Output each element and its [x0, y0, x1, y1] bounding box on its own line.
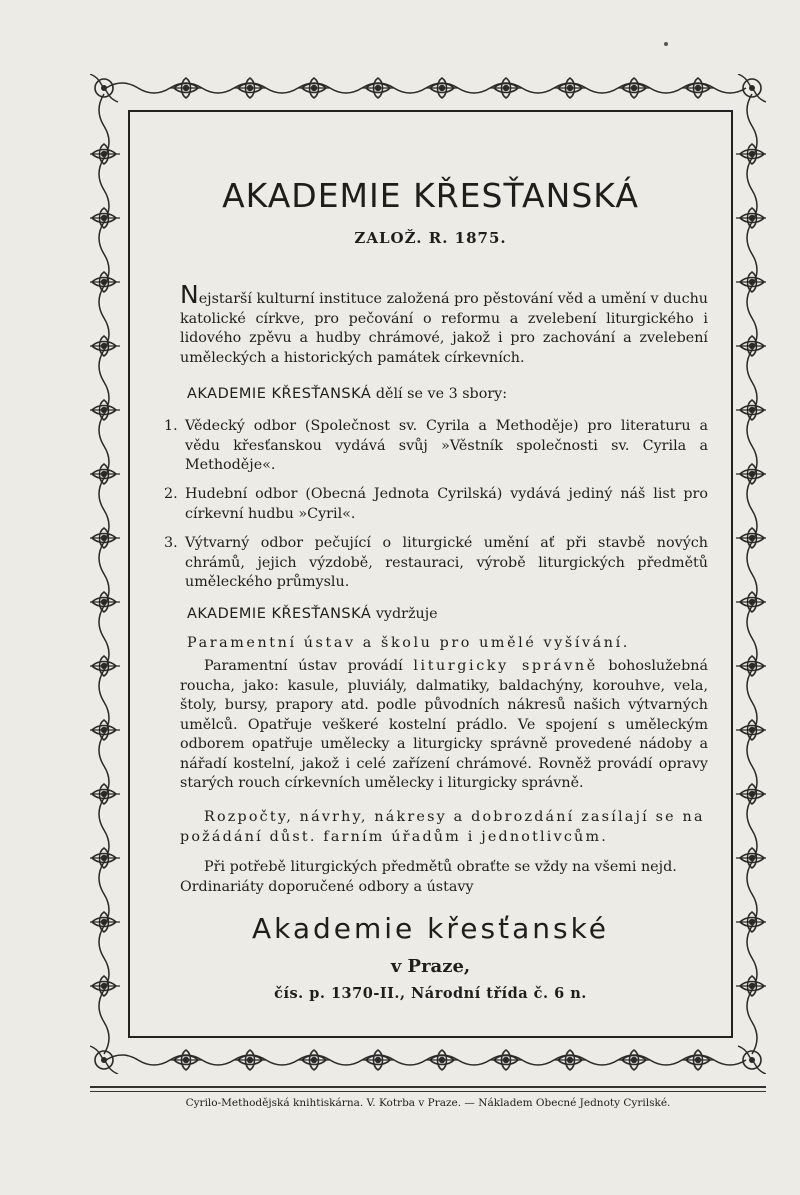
maintains-heading-name: AKADEMIE KŘESŤANSKÁ	[187, 606, 372, 622]
list-item	[164, 417, 708, 476]
list-item-number: 3.	[164, 535, 178, 551]
contact-paragraph: Při potřebě liturgických předmětů obraťte se vždy na všemi nejd. Ordinariáty doporučené odbory a ústavy	[180, 859, 677, 895]
institute-text-a: Paramentní ústav provádí	[204, 658, 414, 674]
page-title: AKADEMIE KŘESŤANSKÁ	[222, 176, 639, 215]
list-item	[164, 534, 708, 593]
offer-paragraph: Rozpočty, návrhy, nákresy a dobrozdání zasílají se na požádání důst. farním úřadům i jednotlivcům.	[180, 809, 705, 845]
institute-text-b: bohoslužebná roucha, jako: kasule, pluviály, dalmatiky, baldachýny, korouhve, vela, štoly, bursy, prapory atd. podle původních nákresů našich výtvarných umělců. Opatřuje veškeré kostelní prádlo. Ve spojení s uměleckým odborem opatřuje umělecky a liturgicky správně provedené nádoby a nářadí kostelní, jakož i celé zařízení chrámové. Rovněž provádí opravy starých rouch církevních umělecky i liturgicky správně.	[180, 658, 708, 791]
drop-initial: N	[180, 280, 199, 309]
institute-text-emphasis: liturgicky správně	[413, 658, 598, 674]
founding-year: ZALOŽ. R. 1875.	[354, 229, 507, 247]
list-item-text: Vědecký odbor (Společnost sv. Cyrila a Methoděje) pro literaturu a vědu křesťanskou vydává svůj »Věstník společnosti sv. Cyrila a Methoděje«.	[185, 418, 708, 473]
sections-heading-rest: dělí se ve 3 sbory:	[371, 386, 508, 402]
institute-paragraph	[180, 657, 708, 794]
footer-rule	[90, 1086, 766, 1088]
printer-imprint: Cyrilo-Methodějská knihtiskárna. V. Kotrba v Praze. — Nákladem Obecné Jednoty Cyrilské.	[185, 1097, 671, 1109]
intro-paragraph	[180, 280, 708, 368]
publisher-city: v Praze,	[390, 956, 471, 977]
list-item-number: 2.	[164, 486, 178, 502]
list-item-text: Hudební odbor (Obecná Jednota Cyrilská) vydává jediný náš list pro církevní hudbu »Cyril«.	[185, 486, 708, 522]
list-item-number: 1.	[164, 418, 178, 434]
footer-rule-thin	[90, 1091, 766, 1092]
maintains-heading-rest: vydržuje	[371, 606, 438, 622]
list-item	[164, 485, 708, 524]
publisher-name: Akademie křesťanské	[251, 912, 610, 945]
intro-text: ejstarší kulturní instituce založená pro pěstování věd a umění v duchu katolické církve, pro pečování o reformu a zvelebení liturgického i lidového zpěvu a hudby chrámové, jakož i pro zachování a zvelebení uměleckých a historických památek církevních.	[180, 291, 708, 366]
list-item-text: Výtvarný odbor pečující o liturgické umění ať při stavbě nových chrámů, jejich výzdobě, restauraci, výrobě liturgických předmětů uměleckého průmyslu.	[185, 535, 708, 590]
sections-heading	[187, 385, 715, 405]
maintains-heading	[187, 605, 715, 625]
sections-heading-name: AKADEMIE KŘESŤANSKÁ	[187, 386, 372, 402]
print-speck	[664, 42, 668, 46]
institute-line: Paramentní ústav a školu pro umělé vyšívání.	[187, 635, 630, 651]
publisher-address: čís. p. 1370-II., Národní třída č. 6 n.	[274, 985, 587, 1002]
